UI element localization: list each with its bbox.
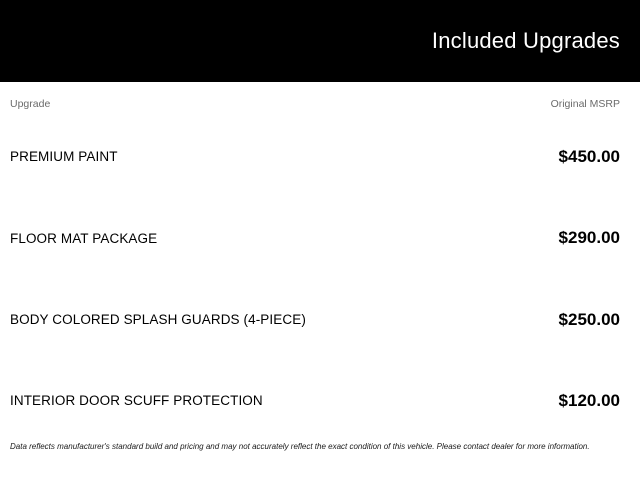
column-header-upgrade: Upgrade bbox=[10, 98, 51, 110]
table-row bbox=[0, 116, 640, 197]
upgrade-name: INTERIOR DOOR SCUFF PROTECTION bbox=[10, 393, 263, 409]
table-row bbox=[0, 197, 640, 278]
upgrade-price: $120.00 bbox=[558, 390, 620, 410]
page-title: Included Upgrades bbox=[431, 28, 620, 53]
upgrade-price: $250.00 bbox=[558, 309, 620, 329]
upgrade-price: $450.00 bbox=[558, 146, 620, 166]
disclaimer-text: Data reflects manufacturer's standard build and pricing and may not accurately reflect the exact condition of this vehicle. Please contact dealer for more information. bbox=[10, 441, 590, 451]
upgrades-table bbox=[0, 116, 640, 442]
table-row bbox=[0, 360, 640, 441]
table-column-headers bbox=[0, 82, 640, 116]
bottom-spacer bbox=[0, 462, 640, 480]
table-row bbox=[0, 279, 640, 360]
upgrade-price: $290.00 bbox=[558, 228, 620, 248]
column-header-msrp: Original MSRP bbox=[550, 98, 620, 110]
upgrade-name: FLOOR MAT PACKAGE bbox=[10, 230, 158, 246]
upgrade-name: PREMIUM PAINT bbox=[10, 149, 118, 165]
upgrade-name: BODY COLORED SPLASH GUARDS (4-PIECE) bbox=[10, 312, 306, 328]
page-header bbox=[0, 0, 640, 82]
